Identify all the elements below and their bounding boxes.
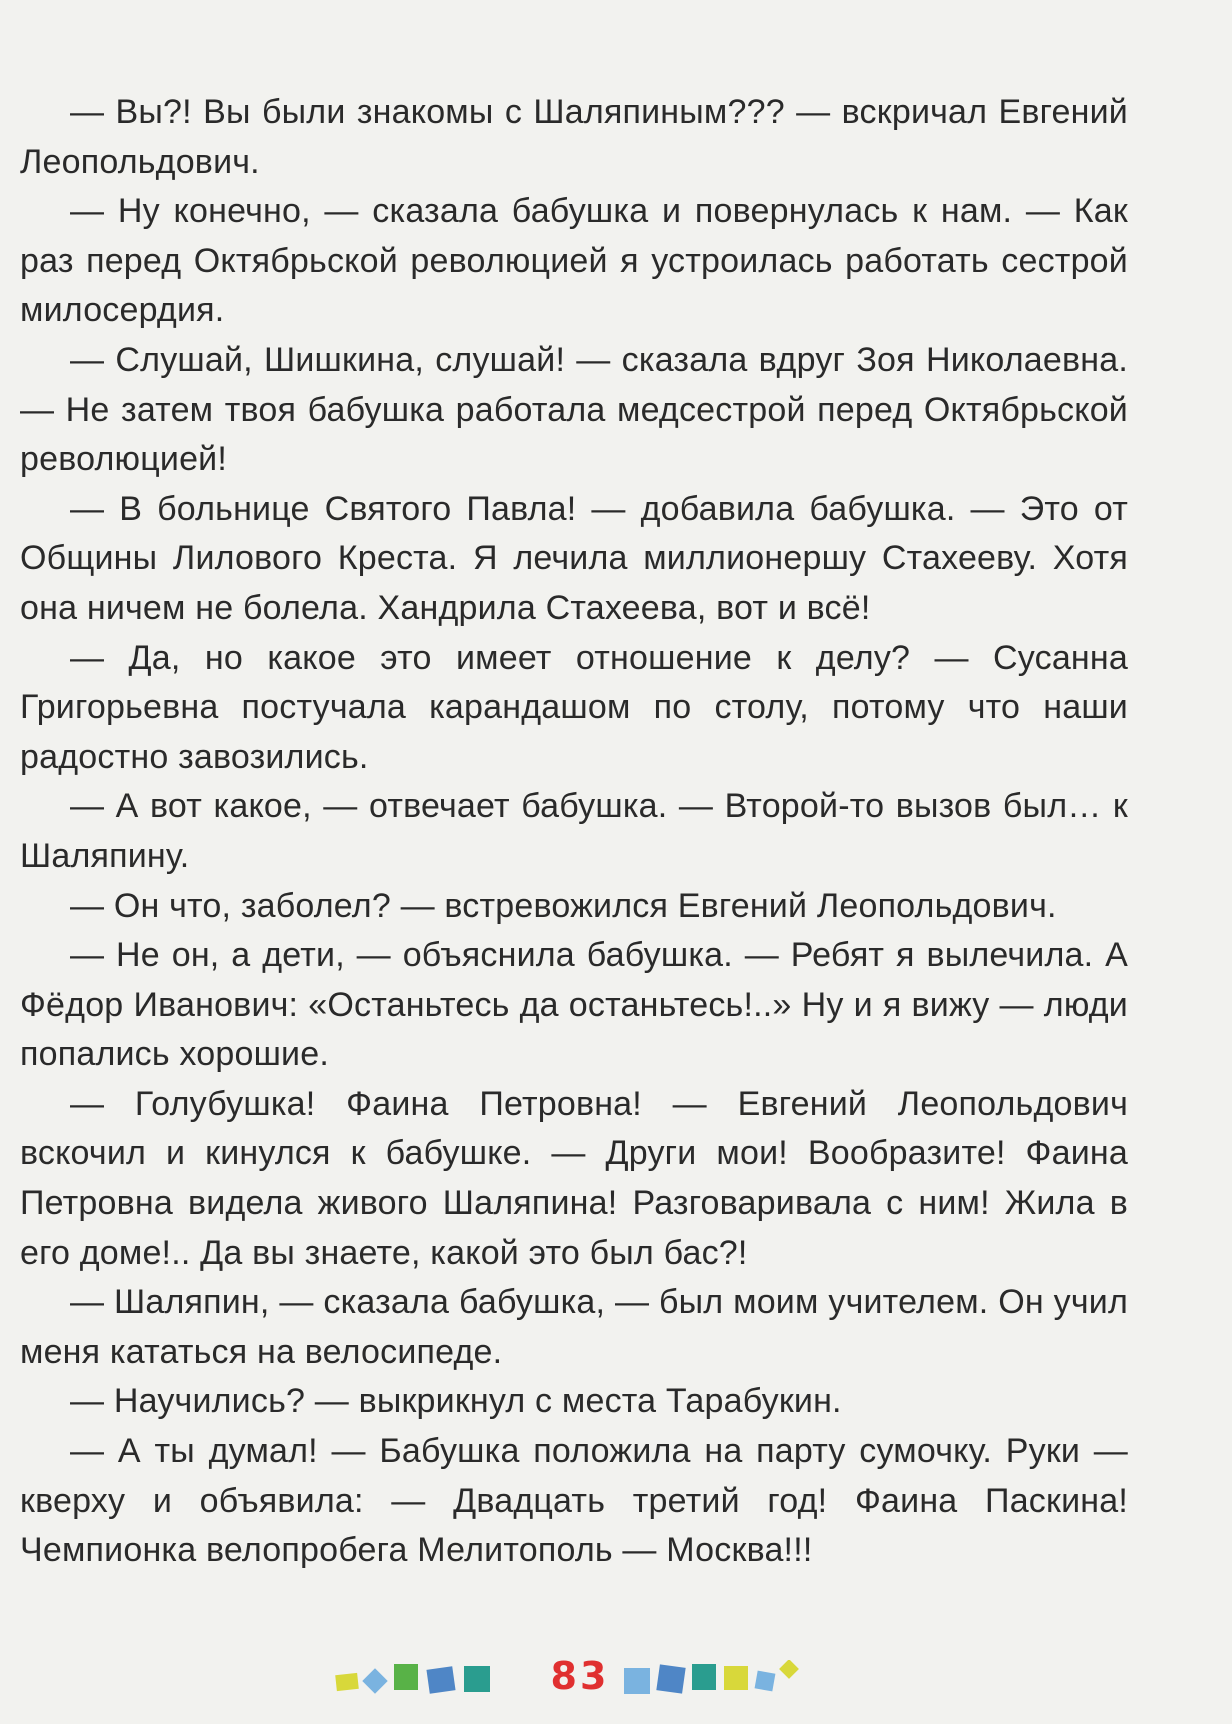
decor-square-icon xyxy=(394,1664,418,1690)
paragraph: — А вот какое, — отвечает бабушка. — Второй-то вызов был… к Шаляпину. xyxy=(20,787,1128,875)
page-footer xyxy=(0,1650,1232,1710)
paragraph: — Не он, а дети, — объяснила бабушка. — Ребят я вылечила. А Фёдор Иванович: «Останьтесь да останьтесь!..» Ну и я вижу — люди попались хорошие. xyxy=(20,936,1128,1074)
decorative-blocks-right xyxy=(620,1660,810,1700)
decor-diamond-icon xyxy=(779,1660,799,1679)
paragraph: — В больнице Святого Павла! — добавила бабушка. — Это от Общины Лилового Креста. Я лечила миллионершу Стахееву. Хотя она ничем не болела. Хандрила Стахеева, вот и всё! xyxy=(20,489,1128,627)
decorative-blocks-left xyxy=(332,1660,522,1700)
paragraph: — Вы?! Вы были знакомы с Шаляпиным??? — вскричал Евгений Леопольдович. xyxy=(20,93,1128,181)
paragraph: — Шаляпин, — сказала бабушка, — был моим учителем. Он учил меня кататься на велосипеде. xyxy=(20,1283,1128,1371)
paragraph: — Да, но какое это имеет отношение к делу? — Сусанна Григорьевна постучала карандашом по столу, потому что наши радостно завозились. xyxy=(20,638,1128,776)
decor-square-icon xyxy=(656,1664,685,1693)
decor-square-icon xyxy=(755,1671,776,1692)
text-body xyxy=(20,88,1128,1576)
paragraph: — Голубушка! Фаина Петровна! — Евгений Леопольдович вскочил и кинулся к бабушке. — Други мои! Вообразите! Фаина Петровна видела живого Шаляпина! Разговаривала с ним! Жила в его доме!.. Да вы знаете, какой это был бас?! xyxy=(20,1084,1128,1272)
paragraph: — Он что, заболел? — встревожился Евгений Леопольдович. xyxy=(70,886,1057,925)
paragraph: — Слушай, Шишкина, слушай! — сказала вдруг Зоя Николаевна. — Не затем твоя бабушка работала медсестрой перед Октябрьской революцией! xyxy=(20,340,1128,479)
decor-square-icon xyxy=(624,1668,650,1694)
paragraph: — Ну конечно, — сказала бабушка и повернулась к нам. — Как раз перед Октябрьской революцией я устроилась работать сестрой милосердия. xyxy=(20,192,1128,330)
page-number: 83 xyxy=(550,1654,610,1698)
decor-diamond-icon xyxy=(362,1668,387,1693)
paragraph: — А ты думал! — Бабушка положила на парту сумочку. Руки — кверху и объявила: — Двадцать третий год! Фаина Паскина! Чемпионка велопробега Мелитополь — Москва!!! xyxy=(20,1432,1128,1570)
paragraph: — Научились? — выкрикнул с места Тарабукин. xyxy=(70,1382,842,1421)
decor-square-icon xyxy=(464,1666,490,1692)
decor-square-icon xyxy=(692,1664,716,1690)
decor-square-icon xyxy=(426,1666,455,1693)
decor-square-icon xyxy=(724,1666,748,1690)
decor-square-icon xyxy=(335,1673,359,1691)
